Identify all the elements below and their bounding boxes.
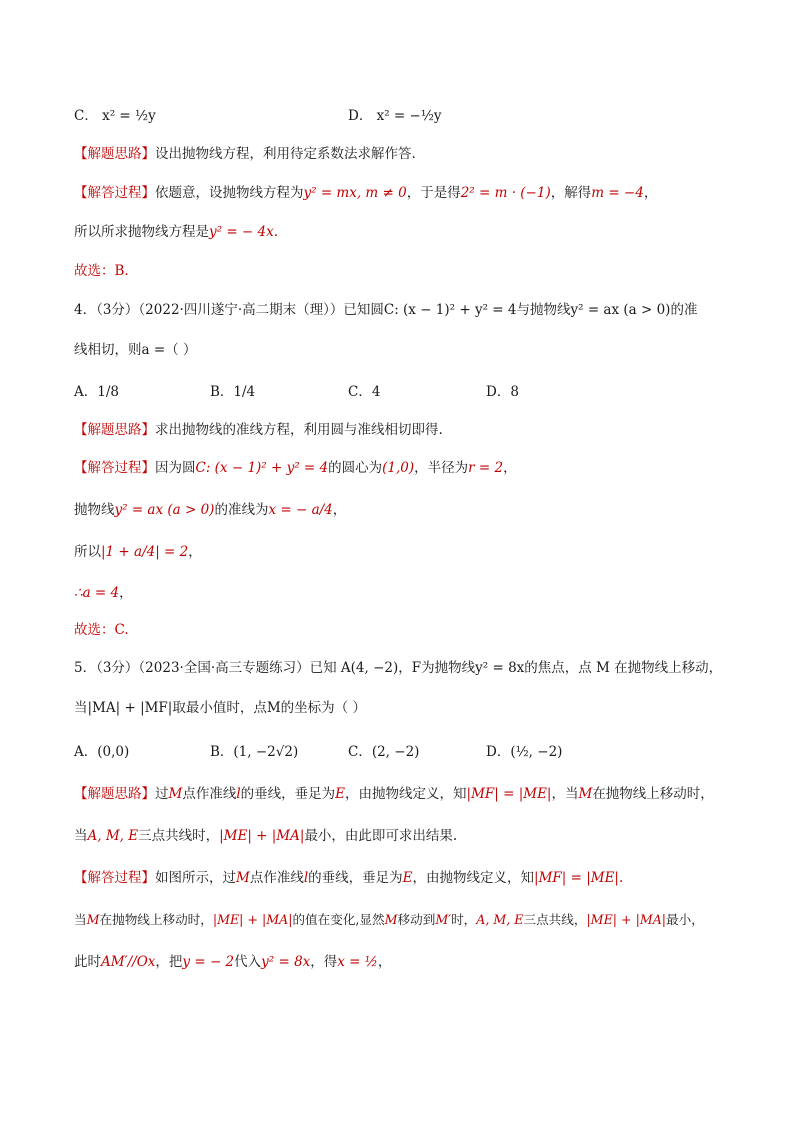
text: 点作准线 xyxy=(249,870,304,886)
math: y² = − 4x. xyxy=(209,224,279,240)
q3-answer: 故选：B. xyxy=(74,263,129,279)
option-d: D．8 xyxy=(486,384,519,400)
q5-process xyxy=(74,868,623,888)
idea-text: 求出抛物线的准线方程，利用圆与准线相切即得. xyxy=(155,422,443,438)
text: 点作准线 xyxy=(182,786,237,802)
q4-answer: 故选：C. xyxy=(74,622,129,638)
text: 所以 xyxy=(74,544,101,560)
text: 三点共线， xyxy=(523,912,587,927)
text: 抛物线 xyxy=(74,502,115,518)
option-a: A．1/8 xyxy=(74,384,119,400)
text: ，由抛物线定义，知 xyxy=(412,870,535,886)
text: 移动到 xyxy=(397,912,436,927)
q4-process xyxy=(74,458,517,478)
math: A, M, E xyxy=(476,912,524,927)
text: 的垂线，垂足为 xyxy=(308,870,403,886)
text: 的垂线，垂足为 xyxy=(240,786,336,802)
math: |ME| + |MA| xyxy=(212,912,293,927)
math: y² = mx, m ≠ 0 xyxy=(303,185,407,201)
math: y = − 2 xyxy=(182,954,235,970)
q4-line2 xyxy=(74,500,346,520)
math: |ME| + |MA| xyxy=(586,912,667,927)
option-d: D． x² = −½y xyxy=(348,108,442,124)
math: E xyxy=(335,786,346,802)
text: 依题意，设抛物线方程为 xyxy=(155,185,304,201)
math: |MF| = |ME| xyxy=(466,786,552,802)
q5-stem-1: 5．（3分）（2023·全国·高三专题练习）已知 A(4, −2)，F为抛物线y² = 8x的焦点，点 M 在抛物线上移动， xyxy=(74,660,723,676)
option-c: C．(2, −2) xyxy=(348,744,420,760)
math: r = 2 xyxy=(468,460,504,476)
text: ， xyxy=(643,185,658,201)
text: ， xyxy=(377,954,392,970)
text: 过 xyxy=(155,786,169,802)
text: 所以所求抛物线方程是 xyxy=(74,224,209,240)
math: C: (x − 1)² + y² = 4 xyxy=(195,460,329,476)
q4-stem-1: 4．（3分）（2022·四川遂宁·高二期末（理））已知圆C: (x − 1)² + y² = 4与抛物线y² = ax (a > 0)的准 xyxy=(74,302,698,318)
text: 因为圆 xyxy=(155,460,196,476)
text: ， xyxy=(188,544,202,560)
option-b: B．(1, −2√2) xyxy=(210,744,299,760)
text: 的值在变化,显然 xyxy=(292,912,385,927)
text: 在抛物线上移动时， xyxy=(592,786,714,802)
text: ， xyxy=(119,585,133,601)
math: A, M, E xyxy=(87,828,139,844)
q5-stem-2: 当|MA| + |MF|取最小值时，点M的坐标为（ ） xyxy=(74,700,366,716)
q3-idea xyxy=(74,144,416,164)
math: y² = 8x xyxy=(261,954,311,970)
option-c: C．4 xyxy=(348,384,381,400)
math: M′ xyxy=(435,912,452,927)
idea-label: 【解题思路】 xyxy=(74,146,155,162)
math: AM′//Ox xyxy=(101,954,156,970)
math: (1,0) xyxy=(382,460,415,476)
text: ，于是得 xyxy=(406,185,461,201)
math: M xyxy=(236,870,250,886)
text: 在抛物线上移动时， xyxy=(99,912,213,927)
text: ， xyxy=(503,460,517,476)
text: 时， xyxy=(451,912,477,927)
text: ，把 xyxy=(155,954,183,970)
math: M xyxy=(86,912,100,927)
text: ，由抛物线定义，知 xyxy=(345,786,467,802)
q5-process-line3 xyxy=(74,952,391,972)
math: |MF| = |ME|. xyxy=(534,870,624,886)
text: 的准线为 xyxy=(214,502,269,518)
q3-result xyxy=(74,222,278,242)
math: ∴a = 4 xyxy=(74,585,120,601)
math: M xyxy=(168,786,183,802)
text: 代入 xyxy=(234,954,262,970)
idea-label: 【解题思路】 xyxy=(74,786,155,802)
text: 最小， xyxy=(666,912,704,927)
math: 2² = m · (−1) xyxy=(460,185,551,201)
math: |1 + a/4| = 2 xyxy=(101,544,189,560)
option-d: D．(½, −2) xyxy=(486,744,563,760)
math: E xyxy=(402,870,413,886)
option-c: C． x² = ½y xyxy=(74,108,156,124)
math: x = − a/4 xyxy=(268,502,333,518)
process-label: 【解答过程】 xyxy=(74,460,155,476)
process-label: 【解答过程】 xyxy=(74,870,155,886)
math: x = ½ xyxy=(337,954,378,970)
option-a: A．(0,0) xyxy=(74,744,130,760)
text: 此时 xyxy=(74,954,101,970)
q4-line4 xyxy=(74,583,133,603)
text: 的圆心为 xyxy=(328,460,383,476)
text: ，当 xyxy=(551,786,579,802)
q3-process xyxy=(74,183,657,203)
math: l xyxy=(303,870,309,886)
math: M xyxy=(578,786,593,802)
q5-idea xyxy=(74,784,714,804)
math: l xyxy=(236,786,241,802)
text: ，解得 xyxy=(550,185,592,201)
q4-idea xyxy=(74,420,443,440)
text: 三点共线时， xyxy=(138,828,220,844)
text: 当 xyxy=(74,828,88,844)
math: y² = ax (a > 0) xyxy=(114,502,215,518)
text: 最小，由此即可求出结果. xyxy=(304,828,458,844)
q4-line3 xyxy=(74,542,202,562)
q4-stem-2: 线相切，则a =（ ） xyxy=(74,342,197,358)
idea-text: 设出抛物线方程，利用待定系数法求解作答. xyxy=(155,146,416,162)
text: ，半径为 xyxy=(414,460,469,476)
math: M xyxy=(384,912,398,927)
option-b: B．1/4 xyxy=(210,384,256,400)
math: m = −4 xyxy=(591,185,644,201)
q5-idea-line2 xyxy=(74,826,457,846)
q5-process-line2 xyxy=(74,910,704,930)
idea-label: 【解题思路】 xyxy=(74,422,155,438)
math: |ME| + |MA| xyxy=(219,828,305,844)
text: 如图所示，过 xyxy=(155,870,236,886)
text: ，得 xyxy=(310,954,338,970)
text: 当 xyxy=(74,912,87,927)
text: ， xyxy=(332,502,347,518)
process-label: 【解答过程】 xyxy=(74,185,155,201)
